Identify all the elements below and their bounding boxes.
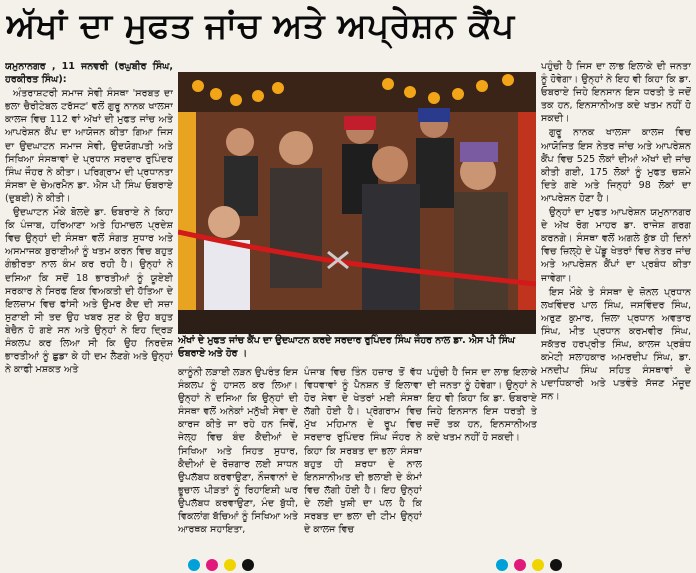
bottom-column-4-text: ਪਹੁੰਚੀ ਹੈ ਜਿਸ ਦਾ ਲਾਭ ਇਲਾਕੇ ਦੀ ਜਨਤਾ ਨੂੰ ਹੋਵੇਗਾ। ਉਨ੍ਹਾਂ ਨੇ ਇਹ ਵੀ ਕਿਹਾ ਕਿ ਡਾ. ਓਬਰਾਏ ਜਿਹੇ ਇਨਸਾਨ ਇਸ ਧਰਤੀ ਤੇ ਜਦੋਂ ਤਕ ਹਨ, ਇਨਸਾਨੀਅਤ ਕਦੇ ਖਤਮ ਨਹੀਂ ਹੋ ਸਕਦੀ। — [427, 367, 537, 444]
registration-marks — [0, 556, 696, 573]
bottom-column-3 — [304, 366, 422, 556]
dateline: ਯਮੁਨਾਨਗਰ , 11 ਜਨਵਰੀ (ਰਘੁਬੀਰ ਸਿੰਘ, ਹਰਕੀਰਤ ਸਿੰਘ): — [5, 61, 173, 86]
left-paragraph-1: ਅੰਤਰਾਸ਼ਟਰੀ ਸਮਾਜ ਸੇਵੀ ਸੰਸਥਾ 'ਸਰਬਤ ਦਾ ਭਲਾ ਚੈਰੀਟੇਬਲ ਟਰੱਸਟ' ਵਲੋਂ ਗੁਰੂ ਨਾਨਕ ਖਾਲਸਾ ਕਾਲਜ ਵਿਚ 112 ਵਾਂ ਅੱਖਾਂ ਦੀ ਮੁਫਤ ਜਾਂਚ ਅਤੇ ਆਪਰੇਸ਼ਨ ਕੈਂਪ ਦਾ ਆਯੋਜਨ ਕੀਤਾ ਗਿਆ ਜਿਸ ਦਾ ਉਦਘਾਟਨ ਸਮਾਜ ਸੇਵੀ, ਉਦਯੋਗਪਤੀ ਅਤੇ ਸਿਖਿਆ ਸੰਸਥਾਵਾਂ ਦੇ ਪ੍ਰਧਾਨ ਸਰਦਾਰ ਰੁਪਿੰਦਰ ਸਿੰਘ ਜੌਹਰ ਨੇ ਕੀਤਾ। ਪਰਿਗ੍ਰਾਮ ਦੀ ਪ੍ਰਧਾਨਤਾ ਸੰਸਥਾ ਦੇ ਚੇਅਰਮੈਨ ਡਾ. ਐਸ ਪੀ ਸਿੰਘ ਓਬਰਾਏ (ਦੁਬਈ) ਨੇ ਕੀਤੀ। — [5, 88, 173, 204]
right-paragraph-1: ਪਹੁੰਚੀ ਹੈ ਜਿਸ ਦਾ ਲਾਭ ਇਲਾਕੇ ਦੀ ਜਨਤਾ ਨੂੰ ਹੋਵੇਗਾ। ਉਨ੍ਹਾਂ ਨੇ ਇਹ ਵੀ ਕਿਹਾ ਕਿ ਡਾ. ਓਬਰਾਏ ਜਿਹੇ ਇਨਸਾਨ ਇਸ ਧਰਤੀ ਤੇ ਜਦੋਂ ਤਕ ਹਨ, ਇਨਸਾਨੀਅਤ ਕਦੇ ਖਤਮ ਨਹੀਂ ਹੋ ਸਕਦੀ। — [541, 61, 691, 125]
bottom-column-3-text: ਪੰਜਾਬ ਵਿਚ ਤਿੰਨ ਹਜ਼ਾਰ ਤੋਂ ਵੱਧ ਵਿਧਵਾਵਾਂ ਨੂੰ ਪੈਨਸ਼ਨ ਤੋਂ ਇਲਾਵਾ ਹੋਰ ਸੇਵਾ ਦੇ ਖੇਤਰਾਂ ਮਈ ਸੰਸਥਾ ਲੱਗੀ ਹੋਈ ਹੈ। ਪ੍ਰੋਗਰਾਮ ਵਿਚ ਮੁੱਖ ਮਹਿਮਾਨ ਦੇ ਰੂਪ ਵਿਚ ਸਰਦਾਰ ਰੁਪਿੰਦਰ ਸਿੰਘ ਜੌਹਰ ਨੇ ਕਿਹਾ ਕਿ ਸਰਬਤ ਦਾ ਭਲਾ ਸੰਸਥਾ ਬਹੁਤ ਹੀ ਸ਼ਰਧਾ ਦੇ ਨਾਲ ਇਨਸਾਨੀਅਤ ਦੀ ਭਲਾਈ ਦੇ ਕੰਮਾਂ ਵਿਚ ਲੱਗੀ ਹੋਈ ਹੈ। ਇਹ ਉਨ੍ਹਾਂ ਦੇ ਲਈ ਖੁਸ਼ੀ ਦਾ ਪਲ ਹੈ ਕਿ ਸਰਬਤ ਦਾ ਭਲਾ ਦੀ ਟੀਮ ਉਨ੍ਹਾਂ ਦੇ ਕਾਲਜ ਵਿਚ — [304, 367, 422, 536]
right-paragraph-3: ਉਨ੍ਹਾਂ ਦਾ ਮੁਫਤ ਆਪਰੇਸ਼ਨ ਯਮੁਨਾਨਗਰ ਦੇ ਅੱਖ ਰੋਗ ਮਾਹਰ ਡਾ. ਰਾਜੇਸ਼ ਗਰਗ ਕਰਨਗੇ। ਸੰਸਥਾ ਵਲੋਂ ਅਗਲੇ ਕੁੱਝ ਹੀ ਦਿਨਾਂ ਵਿਚ ਜ਼ਿਲ੍ਹੇ ਦੇ ਪੇਂਡੂ ਖੇਤਰਾਂ ਵਿਚ ਨੇਤਰ ਜਾਂਚ ਅਤੇ ਆਪਰੇਸ਼ਨ ਕੈਂਪਾਂ ਦਾ ਪ੍ਰਬੰਧ ਕੀਤਾ ਜਾਵੇਗਾ। — [541, 207, 691, 284]
event-photo — [178, 72, 536, 334]
left-paragraph-2: ਉਦਘਾਟਨ ਮੌਕੇ ਬੋਲਦੇ ਡਾ. ਓਬਰਾਏ ਨੇ ਕਿਹਾ ਕਿ ਪੰਜਾਬ, ਹਰਿਆਣਾ ਅਤੇ ਹਿਮਾਚਲ ਪ੍ਰਦੇਸ਼ ਵਿਚ ਉਨ੍ਹਾਂ ਦੀ ਸੰਸਥਾ ਵਲੋਂ ਸੰਗਤ ਸੁਧਾਰ ਅਤੇ ਅਸਮਾਜਕ ਬੁਰਾਈਆਂ ਨੂੰ ਖਤਮ ਕਰਨ ਵਿਚ ਬਹੁਤ ਗੰਭੀਰਤਾ ਨਾਲ ਕੰਮ ਕਰ ਰਹੀ ਹੈ। ਉਨ੍ਹਾਂ ਨੇ ਦਸਿਆ ਕਿ ਸਦੋਂ 18 ਭਾਰਤੀਆਂ ਨੂੰ ਯੂਏਈ ਸਰਕਾਰ ਨੇ ਸਿਰਫ ਇਕ ਵਿਅਕਤੀ ਦੀ ਹੱਤਿਆ ਦੇ ਇਲਜ਼ਾਮ ਵਿਚ ਫਾਂਸੀ ਅਤੇ ਉਮਰ ਕੈਦ ਦੀ ਸਜ਼ਾ ਸੁਣਾਈ ਸੀ ਤਦ ਉਹ ਖਬਰ ਸੁਣ ਕੇ ਉਹ ਬਹੁਤ ਬੇਚੈਨ ਹੋ ਗਏ ਸਨ ਅਤੇ ਉਨ੍ਹਾਂ ਨੇ ਇਹ ਦ੍ਰਿੜ ਸੰਕਲਪ ਕਰ ਲਿਆ ਸੀ ਕਿ ਉਹ ਨਿਰਦੋਸ਼ ਭਾਰਤੀਆਂ ਨੂੰ ਛੁਡਾ ਕੇ ਹੀ ਦਮ ਲੈਣਗੇ ਅਤੇ ਉਨ੍ਹਾਂ ਨੇ ਕਾਫੀ ਮਸ਼ਕਤ ਅਤੇ — [5, 207, 173, 376]
photo-caption: ਅੱਖਾਂ ਦੇ ਮੁਫਤ ਜਾਂਚ ਕੈਂਪ ਦਾ ਉਦਘਾਟਨ ਕਰਦੇ ਸਰਦਾਰ ਰੁਪਿੰਦਰ ਸਿੰਘ ਜੌਹਰ ਨਾਲ ਡਾ. ਐਸ ਪੀ ਸਿੰਘ ਓਬਰਾਏ ਅਤੇ ਹੋਰ । — [178, 335, 515, 359]
registration-mark-yellow-2 — [532, 559, 544, 571]
right-column — [541, 60, 691, 556]
registration-mark-black — [242, 559, 254, 571]
registration-mark-magenta-2 — [514, 559, 526, 571]
registration-mark-yellow — [224, 559, 236, 571]
left-column — [5, 60, 173, 556]
registration-mark-magenta — [206, 559, 218, 571]
registration-mark-cyan-2 — [496, 559, 508, 571]
right-paragraph-2: ਗੁਰੂ ਨਾਨਕ ਖਾਲਸਾ ਕਾਲਜ ਵਿਚ ਆਯੋਜਿਤ ਇਸ ਨੇਤਰ ਜਾਂਚ ਅਤੇ ਆਪਰੇਸ਼ਨ ਕੈਂਪ ਵਿਚ 525 ਲੋਕਾਂ ਦੀਆਂ ਅੱਖਾਂ ਦੀ ਜਾਂਚ ਕੀਤੀ ਗਈ, 175 ਲੋਕਾਂ ਨੂੰ ਮੁਫਤ ਚਸ਼ਮੇ ਦਿਤੇ ਗਏ ਅਤੇ ਜਿਨ੍ਹਾਂ 98 ਲੋਕਾਂ ਦਾ ਆਪਰੇਸ਼ਨ ਹੋਣਾ ਹੈ। — [541, 127, 691, 204]
right-paragraph-4: ਇਸ ਮੌਕੇ ਤੇ ਸੰਸਥਾ ਦੇ ਜ਼ੋਨਲ ਪ੍ਰਧਾਨ ਲਖਵਿੰਦਰ ਪਾਲ ਸਿੰਘ, ਜਸਵਿੰਦਰ ਸਿੰਘ, ਅਰੁਣ ਕੁਮਾਰ, ਜ਼ਿਲਾ ਪ੍ਰਧਾਨ ਅਵਤਾਰ ਸਿੰਘ, ਮੀਤ ਪ੍ਰਧਾਨ ਕਰਮਵੀਰ ਸਿੰਘ, ਸਕੱਤਰ ਹਰਪ੍ਰੀਤ ਸਿੰਘ, ਕਾਲਜ ਪ੍ਰਬੰਧ ਕਮੇਟੀ ਸਲਾਹਕਾਰ ਅਮਰਦੀਪ ਸਿੰਘ, ਡਾ. ਮਨਦੀਪ ਸਿੰਘ ਸਹਿਤ ਸੰਸਥਾਵਾਂ ਦੇ ਪਦਾਧਿਕਾਰੀ ਅਤੇ ਪਤਵੰਤੇ ਸੱਜਣ ਮੌਜੂਦ ਸਨ। — [541, 286, 691, 403]
bottom-column-2-text: ਕਾਨੂੰਨੀ ਲੜਾਈ ਲੜਨ ਉਪਰੰਤ ਇਸ ਸੰਕਲਪ ਨੂੰ ਹਾਸਲ ਕਰ ਲਿਆ। ਉਨ੍ਹਾਂ ਨੇ ਦਸਿਆ ਕਿ ਉਨ੍ਹਾਂ ਦੀ ਸੰਸਥਾ ਵਲੋਂ ਅਨੇਕਾਂ ਮਨੁੱਖੀ ਸੇਵਾ ਦੇ ਕਾਰਜ ਕੀਤੇ ਜਾ ਰਹੇ ਹਨ ਜਿਵੇਂ, ਜੇਲ੍ਹ ਵਿਚ ਬੰਦ ਕੈਦੀਆਂ ਦੇ ਸਿਖਿਆ ਅਤੇ ਸਿਹਤ ਸੁਧਾਰ, ਕੈਦੀਆਂ ਦੇ ਰੋਜ਼ਗਾਰ ਲਈ ਸਾਧਨ ਉਪਲੱਬਧ ਕਰਵਾਉਣਾ, ਨੌਜਵਾਨਾਂ ਦੇ ਭੂਚਾਲ ਪੀੜਤਾਂ ਨੂੰ ਰਿਹਾਇਸ਼ੀ ਘਰ ਉਪਲੱਬਧ ਕਰਵਾਉਣਾ, ਮੰਦ ਬੁੱਧੀ, ਵਿਕਲਾਂਗ ਬੱਚਿਆਂ ਨੂੰ ਸਿਖਿਆ ਅਤੇ ਆਰਥਕ ਸਹਾਇਤਾ, — [178, 367, 298, 536]
bottom-column-4 — [427, 366, 537, 556]
bottom-column-2 — [178, 366, 298, 556]
registration-mark-cyan — [188, 559, 200, 571]
headline: ਅੱਖਾਂ ਦਾ ਮੁਫਤ ਜਾਂਚ ਅਤੇ ਅਪ੍ਰੇਸ਼ਨ ਕੈਂਪ — [6, 6, 515, 46]
registration-mark-black-2 — [550, 559, 562, 571]
